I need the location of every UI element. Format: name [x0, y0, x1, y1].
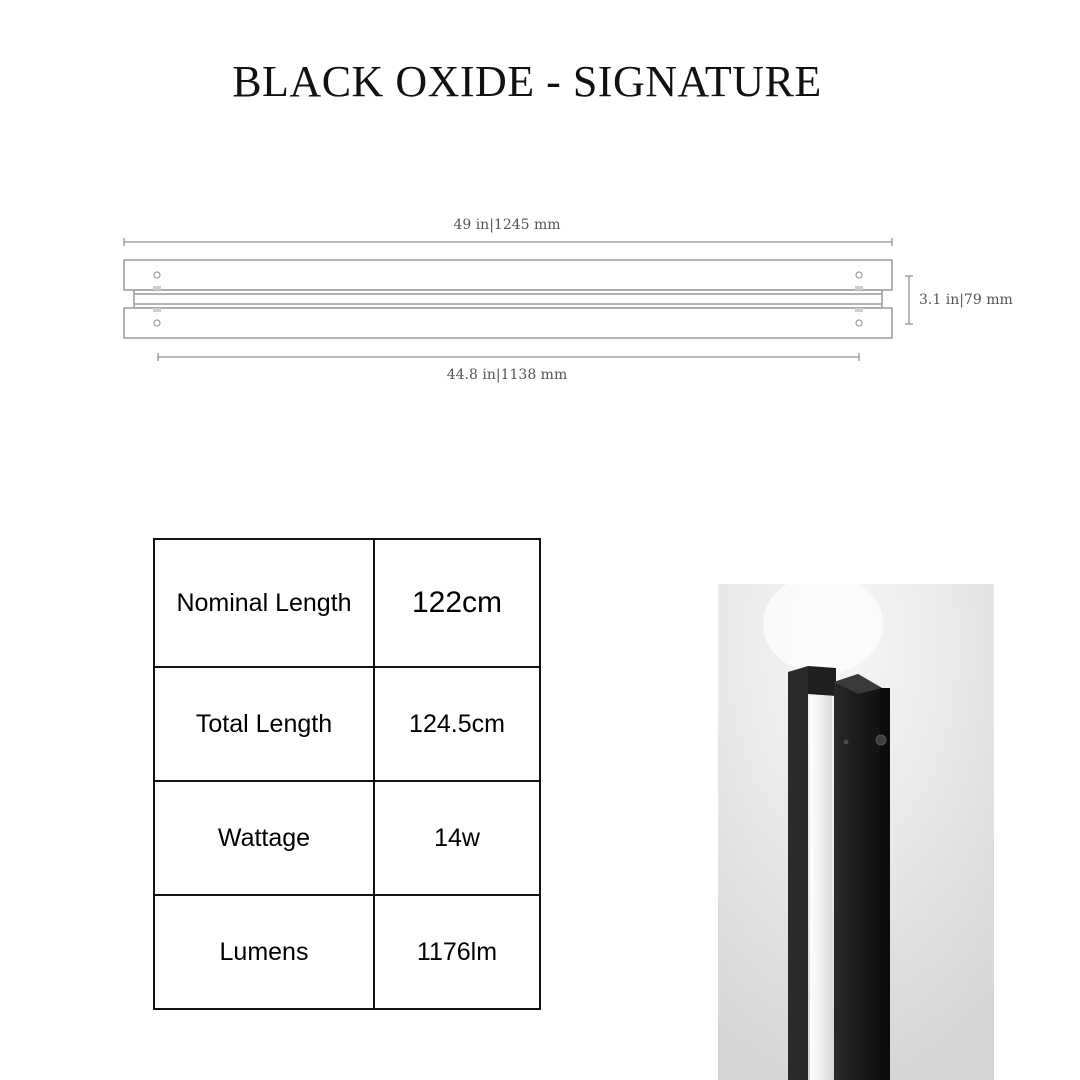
total-width-label: 49 in|1245 mm: [453, 217, 561, 233]
height-dimension: [905, 276, 913, 324]
page-title: BLACK OXIDE - SIGNATURE: [232, 57, 822, 106]
product-photo: [718, 584, 994, 1080]
total-width-dimension: [124, 238, 892, 246]
spec-label: Wattage: [154, 781, 374, 895]
table-row: [154, 895, 540, 1009]
spec-label: Nominal Length: [154, 539, 374, 667]
inner-width-dimension: [158, 353, 859, 361]
spec-value: 124.5cm: [374, 667, 540, 781]
inner-width-label: 44.8 in|1138 mm: [446, 367, 568, 383]
height-label: 3.1 in|79 mm: [919, 292, 1013, 308]
fixture-outline: [124, 260, 892, 338]
table-row: [154, 539, 540, 667]
spec-table: [153, 538, 541, 1010]
table-row: [154, 781, 540, 895]
table-row: [154, 667, 540, 781]
dimension-drawing: [0, 200, 1080, 400]
spec-value: 122cm: [374, 539, 540, 667]
spec-label: Lumens: [154, 895, 374, 1009]
spec-label: Total Length: [154, 667, 374, 781]
spec-value: 1176lm: [374, 895, 540, 1009]
spec-value: 14w: [374, 781, 540, 895]
